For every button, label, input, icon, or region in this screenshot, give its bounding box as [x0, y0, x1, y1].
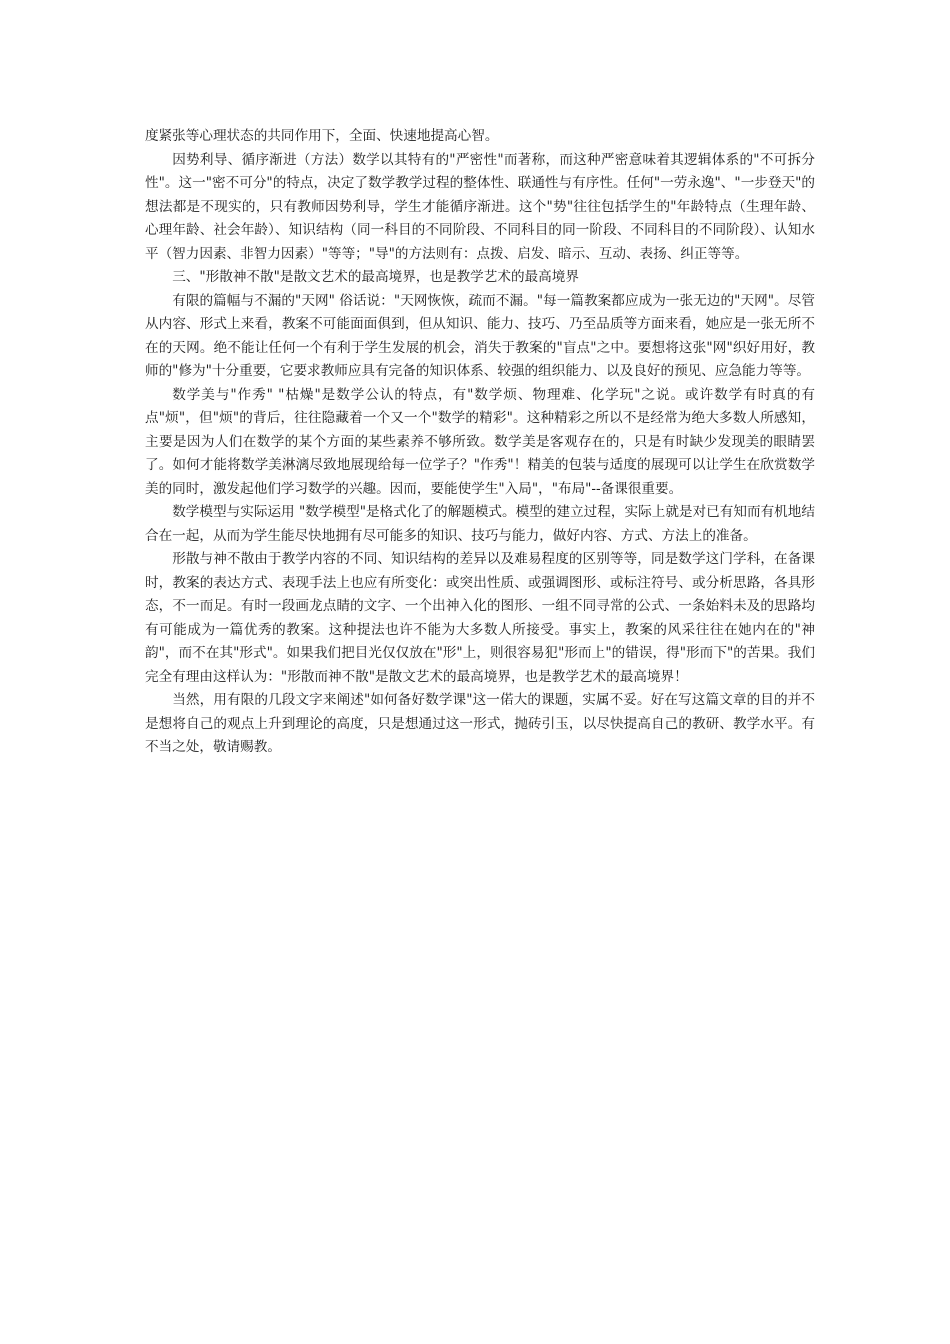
- paragraph-math-model: 数学模型与实际运用 "数学模型"是格式化了的解题模式。模型的建立过程，实际上就是对已有知而有机地结合在一起，从而为学生能尽快地拥有尽可能多的知识、技巧与能力，做好内容、方式、方法上的准备。: [145, 504, 815, 544]
- paragraph-heavenly-net: 有限的篇幅与不漏的"天网" 俗话说："天网恢恢，疏而不漏。"每一篇教案都应成为一张无边的"天网"。尽管从内容、形式上来看，教案不可能面面俱到，但从知识、能力、技巧、乃至品质等方面来看，她应是一张无所不在的天网。绝不能让任何一个有利于学生发展的机会，消失于教案的"盲点"之中。要想将这张"网"织好用好，教师的"修为"十分重要，它要求教师应具有完备的知识体系、较强的组织能力、以及良好的预见、应急能力等等。: [145, 292, 815, 379]
- document-body: [145, 125, 815, 760]
- paragraph-conclusion: 当然，用有限的几段文字来阐述"如何备好数学课"这一偌大的课题，实属不妥。好在写这篇文章的目的并不是想将自己的观点上升到理论的高度，只是想通过这一形式，抛砖引玉，以尽快提高自己的教研、教学水平。有不当之处，敬请赐教。: [145, 692, 815, 755]
- paragraph-gradual-method: 因势利导、循序渐进（方法）数学以其特有的"严密性"而著称，而这种严密意味着其逻辑体系的"不可拆分性"。这一"密不可分"的特点，决定了数学教学过程的整体性、联通性与有序性。任何"一劳永逸"、"一步登天"的想法都是不现实的，只有教师因势利导，学生才能循序渐进。这个"势"往往包括学生的"年龄特点（生理年龄、心理年龄、社会年龄）、知识结构（同一科目的不同阶段、不同科目的同一阶段、不同科目的不同阶段）、认知水平（智力因素、非智力因素）"等等；"导"的方法则有：点拨、启发、暗示、互动、表扬、纠正等等。: [145, 151, 815, 262]
- section-heading-3: 三、"形散神不散"是散文艺术的最高境界，也是教学艺术的最高境界: [172, 269, 579, 285]
- paragraph-continuation: 度紧张等心理状态的共同作用下，全面、快速地提高心智。: [145, 128, 499, 144]
- paragraph-math-beauty: 数学美与"作秀" "枯燥"是数学公认的特点，有"数学烦、物理难、化学玩"之说。或许数学有时真的有点"烦"，但"烦"的背后，往往隐藏着一个又一个"数学的精彩"。这种精彩之所以不是经常为绝大多数人所感知，主要是因为人们在数学的某个方面的某些素养不够所致。数学美是客观存在的，只是有时缺少发现美的眼睛罢了。如何才能将数学美淋漓尽致地展现给每一位学子？"作秀"！精美的包装与适度的展现可以让学生在欣赏数学美的同时，激发起他们学习数学的兴趣。因而，要能使学生"入局"，"布局"--备课很重要。: [145, 386, 815, 497]
- paragraph-form-and-spirit: 形散与神不散由于教学内容的不同、知识结构的差异以及难易程度的区别等等，同是数学这门学科，在备课时，教案的表达方式、表现手法上也应有所变化：或突出性质、或强调图形、或标注符号、或分析思路，各具形态，不一而足。有时一段画龙点睛的文字、一个出神入化的图形、一组不同寻常的公式、一条始料未及的思路均有可能成为一篇优秀的教案。这种提法也许不能为大多数人所接受。事实上，教案的风采往往在她内在的"神韵"，而不在其"形式"。如果我们把目光仅仅放在"形"上，则很容易犯"形而上"的错误，得"形而下"的苦果。我们完全有理由这样认为："形散而神不散"是散文艺术的最高境界，也是教学艺术的最高境界！: [145, 551, 815, 685]
